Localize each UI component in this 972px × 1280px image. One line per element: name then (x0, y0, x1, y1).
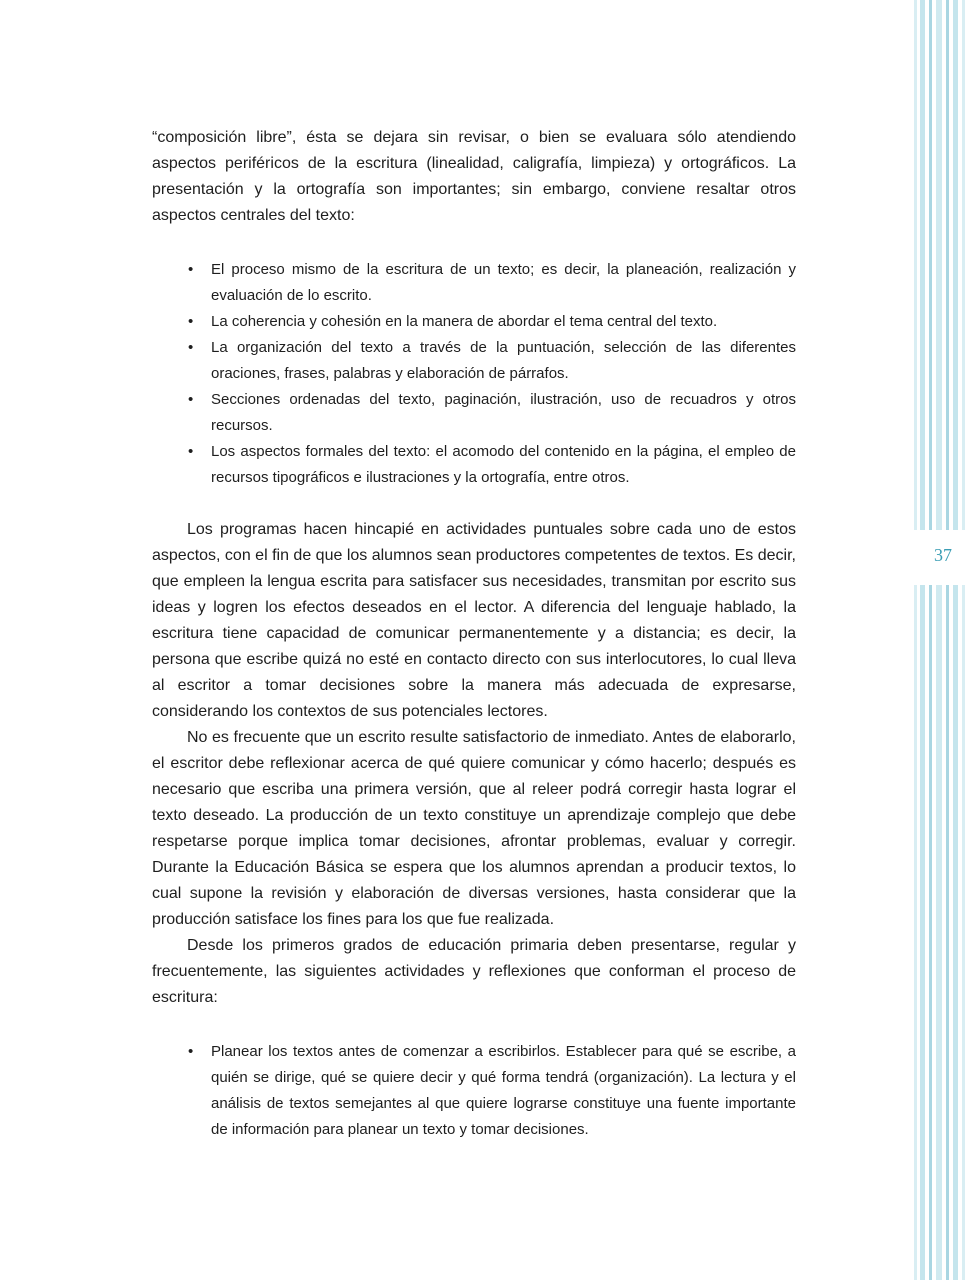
list-item-text: Los aspectos formales del texto: el acomodo del contenido en la página, el empleo de recursos tipográficos e ilustraciones y la ortografía, entre otros. (211, 443, 796, 486)
page-number: 37 (934, 545, 952, 565)
list-item (188, 1039, 796, 1143)
intro-paragraph: “composición libre”, ésta se dejara sin revisar, o bien se evaluara sólo atendiendo aspectos periféricos de la escritura (linealidad, caligrafía, limpieza) y ortográficos. La presentación y la ortografía son importantes; sin embargo, conviene resaltar otros aspectos centrales del texto: (152, 129, 796, 224)
margin-stripe (936, 0, 942, 530)
margin-stripe (929, 0, 932, 530)
list-item-text: El proceso mismo de la escritura de un texto; es decir, la planeación, realización y evaluación de lo escrito. (211, 261, 796, 304)
margin-stripe (920, 0, 925, 530)
margin-stripe (936, 585, 942, 1280)
list-item-text: La organización del texto a través de la puntuación, selección de las diferentes oraciones, frases, palabras y elaboración de párrafos. (211, 339, 796, 382)
margin-stripe (914, 585, 917, 1280)
list-item (188, 387, 796, 439)
margin-stripe (962, 585, 965, 1280)
list-item (188, 439, 796, 491)
process-list (152, 1039, 796, 1143)
margin-stripe (953, 585, 958, 1280)
margin-stripe (946, 0, 949, 530)
body-paragraph: Los programas hacen hincapié en actividades puntuales sobre cada uno de estos aspectos, con el fin de que los alumnos sean productores competentes de textos. Es decir, que empleen la lengua escrita para satisfacer sus necesidades, transmitan por escrito sus ideas y logren los efectos deseados en el lector. A diferencia del lenguaje hablado, la escritura tiene capacidad de comunicar permanentemente y a distancia; es decir, la persona que escribe quizá no esté en contacto directo con sus interlocutores, lo cual lleva al escritor a tomar decisiones sobre la manera más adecuada de expresarse, considerando los contextos de sus potenciales lectores. (152, 521, 796, 720)
margin-stripe (946, 585, 949, 1280)
bullet-icon: • (188, 1043, 194, 1060)
list-item (188, 335, 796, 387)
bullet-icon: • (188, 339, 194, 356)
margin-stripe (929, 585, 932, 1280)
list-item-text: Secciones ordenadas del texto, paginación, ilustración, uso de recuadros y otros recursos. (211, 391, 796, 434)
body-paragraph: No es frecuente que un escrito resulte satisfactorio de inmediato. Antes de elaborarlo, el escritor debe reflexionar acerca de qué quiere comunicar y cómo hacerlo; después es necesario que escriba una primera versión, que al releer podrá corregir hasta lograr el texto deseado. La producción de un texto constituye un aprendizaje complejo que debe respetarse porque implica tomar decisiones, afrontar problemas, evaluar y corregir. Durante la Educación Básica se espera que los alumnos aprendan a producir textos, lo cual supone la revisión y elaboración de diversas versiones, hasta considerar que la producción satisface los fines para los que fue realizada. (152, 729, 796, 928)
margin-stripe (920, 585, 925, 1280)
bullet-icon: • (188, 443, 194, 460)
list-item (188, 257, 796, 309)
body-paragraph: Desde los primeros grados de educación primaria deben presentarse, regular y frecuentemente, las siguientes actividades y reflexiones que conforman el proceso de escritura: (152, 937, 796, 1006)
page-content (152, 125, 796, 1143)
margin-stripe (962, 0, 965, 530)
margin-stripe (953, 0, 958, 530)
margin-stripe (914, 0, 917, 530)
bullet-icon: • (188, 391, 194, 408)
aspects-list (152, 257, 796, 491)
bullet-icon: • (188, 313, 194, 330)
list-item-text: Planear los textos antes de comenzar a escribirlos. Establecer para qué se escribe, a quién se dirige, qué se quiere decir y qué forma tendrá (organización). La lectura y el análisis de textos semejantes al que quiere lograrse constituye una fuente importante de información para planear un texto y tomar decisiones. (211, 1043, 796, 1138)
bullet-icon: • (188, 261, 194, 278)
list-item-text: La coherencia y cohesión en la manera de abordar el tema central del texto. (211, 313, 718, 330)
list-item (188, 309, 796, 335)
